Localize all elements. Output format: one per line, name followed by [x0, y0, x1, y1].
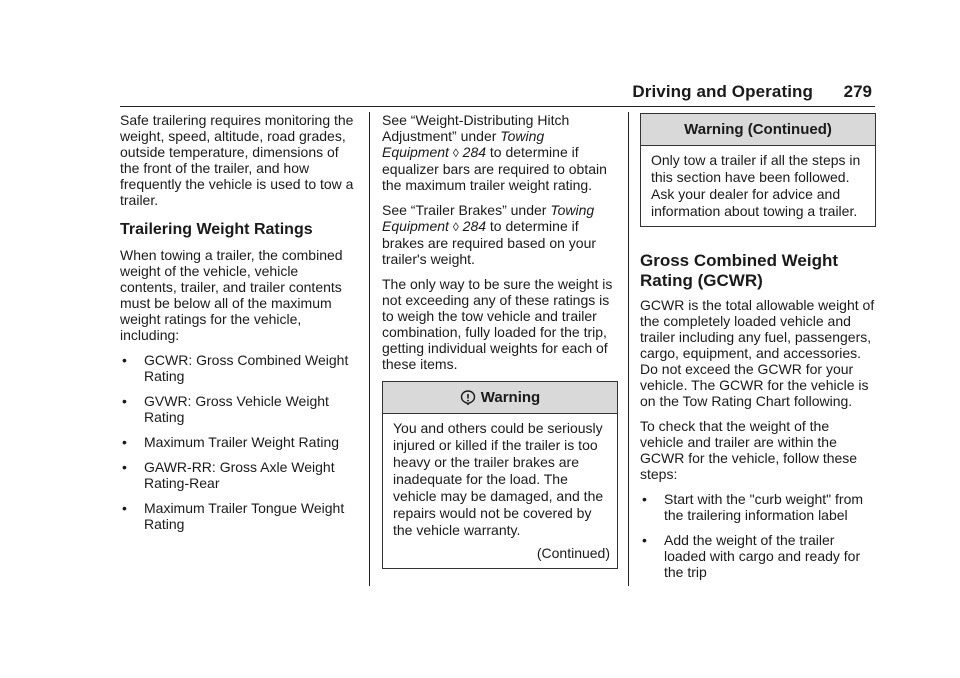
bullet-icon: •	[642, 491, 647, 507]
list-item: • GVWR: Gross Vehicle Weight Rating	[122, 393, 329, 425]
list-item: • Add the weight of the trailer loaded with cargo and ready for the trip	[642, 532, 861, 580]
column-divider-right	[628, 112, 629, 586]
trailer-brakes-paragraph: See “Trailer Brakes” under Towing Equipment ◊ 284 to determine if brakes are required based on your trailer's weight.	[382, 202, 597, 267]
bullet-icon: •	[122, 393, 127, 409]
warning-title: Warning (Continued)	[684, 120, 832, 138]
warning-header	[383, 382, 617, 414]
warning-box	[382, 381, 618, 569]
section-heading-weight-ratings: Trailering Weight Ratings	[120, 221, 313, 238]
section-heading-gcwr: Gross Combined Weight Rating (GCWR)	[640, 251, 839, 290]
column-left	[120, 112, 358, 541]
warning-body	[383, 414, 617, 568]
warning-text: You and others could be seriously injured or killed if the trailer is too heavy or the trailer brakes are inadequate for the load. The vehicle may be damaged, and the repairs would not be covered by the vehicle warranty.	[393, 420, 604, 538]
page-reference-icon: ◊	[452, 146, 459, 160]
column-middle	[382, 112, 618, 569]
list-item: • Maximum Trailer Weight Rating	[122, 434, 340, 450]
gcwr-paragraph: GCWR is the total allowable weight of the completely loaded vehicle and trailer including any fuel, passengers, cargo, equipment, and accessories. Do not exceed the GCWR for your vehicle. The GCWR for the vehicle is on the Tow Rating Chart following.	[640, 297, 875, 409]
warning-text: Only tow a trailer if all the steps in this section have been followed. Ask your dealer for advice and information about towing a trailer.	[651, 152, 861, 219]
weight-ratings-paragraph: When towing a trailer, the combined weight of the vehicle, vehicle contents, trailer, and trailer contents must be below all of the maximum weight ratings for the vehicle, including:	[120, 247, 343, 343]
bullet-icon: •	[122, 459, 127, 475]
weight-ratings-list	[120, 352, 358, 532]
section-title: Driving and Operating	[632, 82, 813, 101]
warning-title: Warning	[480, 388, 541, 406]
list-item: • GAWR-RR: Gross Axle Weight Rating-Rear	[122, 459, 335, 491]
warning-box-continued	[640, 113, 876, 227]
towing-equipment-link[interactable]: Towing Equipment ◊ 284	[382, 202, 595, 234]
warning-header	[641, 114, 875, 146]
list-item: • GCWR: Gross Combined Weight Rating	[122, 352, 349, 384]
page-number: 279	[843, 82, 872, 101]
gcwr-steps-intro: To check that the weight of the vehicle and trailer are within the GCWR for the vehicle, follow these steps:	[640, 418, 858, 482]
list-item: • Maximum Trailer Tongue Weight Rating	[122, 500, 345, 532]
page-reference-icon: ◊	[452, 220, 459, 234]
warning-continued: (Continued)	[536, 545, 610, 561]
hitch-paragraph: See “Weight-Distributing Hitch Adjustment” under Towing Equipment ◊ 284 to determine if equalizer bars are required to obtain the maximum trailer weight rating.	[382, 112, 607, 193]
warning-body	[641, 146, 875, 226]
weigh-paragraph: The only way to be sure the weight is not exceeding any of these ratings is to weigh the tow vehicle and trailer combination, fully loaded for the trip, getting individual weights for each of these items.	[382, 276, 613, 372]
page-header	[120, 80, 875, 107]
bullet-icon: •	[122, 500, 127, 516]
bullet-icon: •	[122, 434, 127, 450]
bullet-icon: •	[122, 352, 127, 368]
towing-equipment-link[interactable]: Towing Equipment ◊ 284	[382, 128, 545, 160]
warning-icon	[460, 390, 476, 405]
list-item: • Start with the "curb weight" from the trailering information label	[642, 491, 864, 523]
bullet-icon: •	[642, 532, 647, 548]
column-right	[640, 112, 876, 589]
intro-paragraph: Safe trailering requires monitoring the weight, speed, altitude, road grades, outside temperature, dimensions of the front of the trailer, and how frequently the vehicle is used to tow a trailer.	[120, 112, 354, 208]
column-divider-left	[369, 112, 370, 586]
gcwr-steps-list	[640, 491, 876, 580]
